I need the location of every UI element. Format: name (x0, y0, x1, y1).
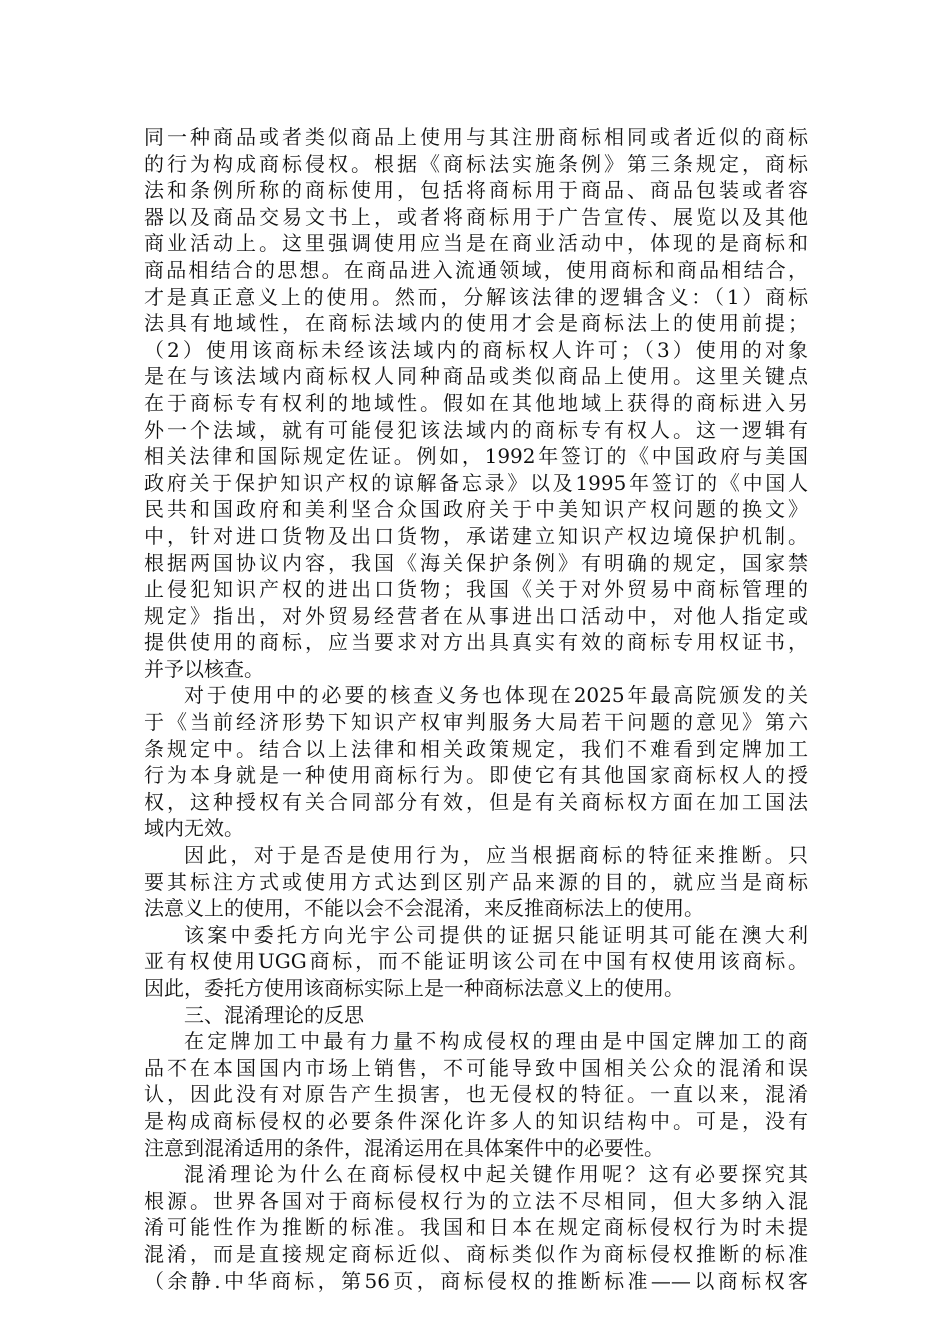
text-line: 认，因此没有对原告产生损害，也无侵权的特征。一直以来，混淆 (144, 1082, 808, 1107)
text-line: 混淆，而是直接规定商标近似、商标类似作为商标侵权推断的标准 (144, 1241, 808, 1266)
text-line: 三、混淆理论的反思 (184, 1002, 364, 1027)
text-line: 品不在本国国内市场上销售，不可能导致中国相关公众的混淆和误 (144, 1055, 808, 1080)
text-line: 民共和国政府和美利坚合众国政府关于中美知识产权问题的换文》 (144, 497, 808, 522)
text-line: 法和条例所称的商标使用，包括将商标用于商品、商品包装或者容 (144, 178, 808, 203)
text-line: 于《当前经济形势下知识产权审判服务大局若干问题的意见》第六 (144, 710, 808, 735)
text-line: 商品相结合的思想。在商品进入流通领域，使用商标和商品相结合， (144, 257, 808, 282)
text-line: 中，针对进口货物及出口货物，承诺建立知识产权边境保护机制。 (144, 523, 808, 548)
text-line: 外一个法域，就有可能侵犯该法域内的商标专有权人。这一逻辑有 (144, 417, 808, 442)
text-line: 器以及商品交易文书上，或者将商标用于广告宣传、展览以及其他 (144, 204, 808, 229)
text-line: 提供使用的商标，应当要求对方出具真实有效的商标专用权证书， (144, 630, 808, 655)
text-line: 规定》指出，对外贸易经营者在从事进出口活动中，对他人指定或 (144, 603, 808, 628)
text-line: 该案中委托方向光宇公司提供的证据只能证明其可能在澳大利 (184, 922, 808, 947)
text-line: 要其标注方式或使用方式达到区别产品来源的目的，就应当是商标 (144, 869, 808, 894)
text-line: 行为本身就是一种使用商标行为。即使它有其他国家商标权人的授 (144, 763, 808, 788)
text-line: 法意义上的使用，不能以会不会混淆，来反推商标法上的使用。 (144, 896, 704, 921)
text-line: 并予以核查。 (144, 656, 264, 681)
text-line: 因此，对于是否是使用行为，应当根据商标的特征来推断。只 (184, 843, 808, 868)
text-line: 权，这种授权有关合同部分有效，但是有关商标权方面在加工国法 (144, 789, 808, 814)
text-line: 相关法律和国际规定佐证。例如，1992年签订的《中国政府与美国 (144, 444, 808, 469)
text-line: 对于使用中的必要的核查义务也体现在2025年最高院颁发的关 (184, 683, 808, 708)
text-line: （2）使用该商标未经该法域内的商标权人许可；（3）使用的对象 (144, 337, 808, 362)
text-line: 条规定中。结合以上法律和相关政策规定，我们不难看到定牌加工 (144, 736, 808, 761)
text-line: 法具有地域性，在商标法域内的使用才会是商标法上的使用前提； (144, 311, 808, 336)
text-line: 在定牌加工中最有力量不构成侵权的理由是中国定牌加工的商 (184, 1029, 808, 1054)
text-line: 是在与该法域内商标权人同种商品或类似商品上使用。这里关键点 (144, 364, 808, 389)
text-line: 同一种商品或者类似商品上使用与其注册商标相同或者近似的商标 (144, 125, 808, 149)
text-line: 政府关于保护知识产权的谅解备忘录》以及1995年签订的《中国人 (144, 470, 808, 495)
text-line: 淆可能性作为推断的标准。我国和日本在规定商标侵权行为时未提 (144, 1215, 808, 1240)
text-line: 是构成商标侵权的必要条件深化许多人的知识结构中。可是，没有 (144, 1108, 808, 1133)
text-line: 域内无效。 (144, 816, 244, 841)
text-line: 根据两国协议内容，我国《海关保护条例》有明确的规定，国家禁 (144, 550, 808, 575)
text-line: 在于商标专有权利的地域性。假如在其他地域上获得的商标进入另 (144, 390, 808, 415)
text-line: 根源。世界各国对于商标侵权行为的立法不尽相同，但大多纳入混 (144, 1188, 808, 1213)
text-line: 混淆理论为什么在商标侵权中起关键作用呢？这有必要探究其 (184, 1162, 808, 1187)
text-line: 因此，委托方使用该商标实际上是一种商标法意义上的使用。 (144, 976, 684, 1000)
text-line: 的行为构成商标侵权。根据《商标法实施条例》第三条规定，商标 (144, 151, 808, 176)
text-line: 商业活动上。这里强调使用应当是在商业活动中，体现的是商标和 (144, 231, 808, 256)
text-line: 止侵犯知识产权的进出口货物；我国《关于对外贸易中商标管理的 (144, 577, 808, 602)
document-body (144, 124, 808, 1294)
text-line: 才是真正意义上的使用。然而，分解该法律的逻辑含义：（1）商标 (144, 284, 808, 309)
text-line: （余静.中华商标，第56页，商标侵权的推断标准——以商标权客 (144, 1268, 808, 1293)
text-line: 注意到混淆适用的条件，混淆运用在具体案件中的必要性。 (144, 1135, 664, 1160)
text-line: 亚有权使用UGG商标，而不能证明该公司在中国有权使用该商标。 (144, 949, 808, 974)
